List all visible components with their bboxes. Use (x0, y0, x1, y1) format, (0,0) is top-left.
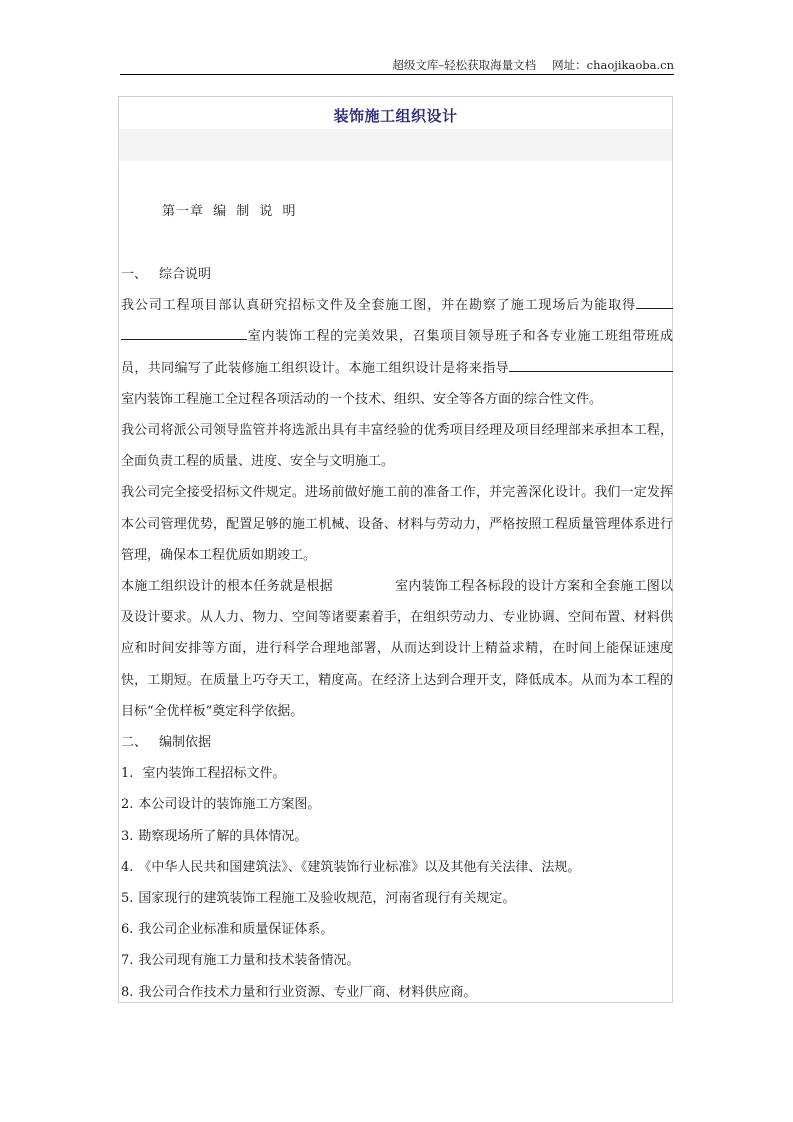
document-title: 装饰施工组织设计 (333, 107, 458, 125)
section-heading-1 (121, 259, 673, 290)
paragraph-1 (121, 290, 673, 415)
section-number: 一、 (121, 267, 148, 282)
paragraph-text: 室内装饰工程的完美效果，召集项目领导班子和各专业施工班组带班成员，共同编写了此装修施工组织设计。本施工组织设计是将来指导 (121, 329, 673, 376)
item-text: 室内装饰工程招标文件。 (138, 766, 286, 782)
section-title: 综合说明 (159, 267, 212, 282)
url-label: 网址： (552, 58, 587, 72)
item-number: 4. (121, 859, 134, 875)
list-item (121, 914, 673, 945)
paragraph-text: 室内装饰工程各标段的设计方案和全套施工图以及设计要求。从人力、物力、空间等诸要素着手，在组织劳动力、专业协调、空间布置、材料供应和时间安排等方面，进行科学合理地部署，从而达到设计上精益求精，在时间上能保证速度快，工期短。在质量上巧夺天工，精度高。在经济上达到合理开支，降低成本。从而为本工程的目标“全优样板”奠定科学依据。 (121, 579, 673, 719)
fill-in-blank (509, 357, 659, 372)
item-number: 7. (121, 953, 134, 969)
paragraph-text: 我公司工程项目部认真研究招标文件及全套施工图，并在勘察了施工现场后为能取得 (121, 298, 636, 314)
paragraph-text: 室内装饰工程施工全过程各项活动的一个技术、组织、安全等各方面的综合性文件。 (121, 391, 603, 407)
fill-in-blank (636, 294, 673, 309)
list-item (121, 758, 673, 789)
section-title: 编制依据 (159, 735, 212, 751)
title-separator-band (119, 129, 672, 161)
list-item (121, 945, 673, 976)
paragraph-3: 我公司完全接受招标文件规定。进场前做好施工前的准备工作，并完善深化设计。我们一定发挥本公司管理优势，配置足够的施工机械、设备、材料与劳动力，严格按照工程质量管理体系进行管理，确保本工程优质如期竣工。 (121, 485, 673, 563)
list-item (121, 821, 673, 852)
item-text: 我公司合作技术力量和行业资源、专业厂商、材料供应商。 (138, 984, 477, 1000)
fill-in-blank (121, 325, 247, 340)
item-text: 《中华人民共和国建筑法》、《建筑装饰行业标准》以及其他有关法律、法规。 (138, 859, 581, 875)
item-number: 2. (121, 797, 134, 813)
chapter-heading: 第一章 编 制 说 明 (162, 204, 297, 219)
paragraph-2: 我公司将派公司领导监管并将选派出具有丰富经验的优秀项目经理及项目经理部来承担本工程，全面负责工程的质量、进度、安全与文明施工。 (121, 423, 673, 470)
list-item (121, 977, 673, 1008)
page-header (120, 56, 674, 75)
paragraph-4 (121, 571, 673, 727)
document-frame (118, 96, 673, 1003)
list-item (121, 789, 673, 820)
item-number: 5. (121, 891, 134, 907)
item-text: 本公司设计的装饰施工方案图。 (138, 797, 321, 813)
fill-in-blank (659, 357, 673, 372)
document-body (121, 259, 673, 1008)
item-number: 8. (121, 984, 134, 1000)
item-number: 3. (121, 828, 134, 844)
list-item (121, 852, 673, 883)
item-text: 勘察现场所了解的具体情况。 (138, 828, 308, 844)
item-text: 我公司企业标准和质量保证体系。 (138, 922, 334, 938)
site-name: 超级文库–轻松获取海量文档 (392, 58, 537, 72)
section-number: 二、 (121, 735, 148, 751)
list-item (121, 883, 673, 914)
site-url[interactable]: chaojikaoba.cn (586, 58, 674, 72)
section-heading-2 (121, 727, 673, 758)
item-number: 6. (121, 922, 134, 938)
paragraph-text: 本施工组织设计的根本任务就是根据 (121, 579, 333, 595)
item-number: 1. (121, 766, 134, 782)
item-text: 国家现行的建筑装饰工程施工及验收规范，河南省现行有关规定。 (138, 891, 516, 907)
item-text: 我公司现有施工力量和技术装备情况。 (138, 953, 360, 969)
